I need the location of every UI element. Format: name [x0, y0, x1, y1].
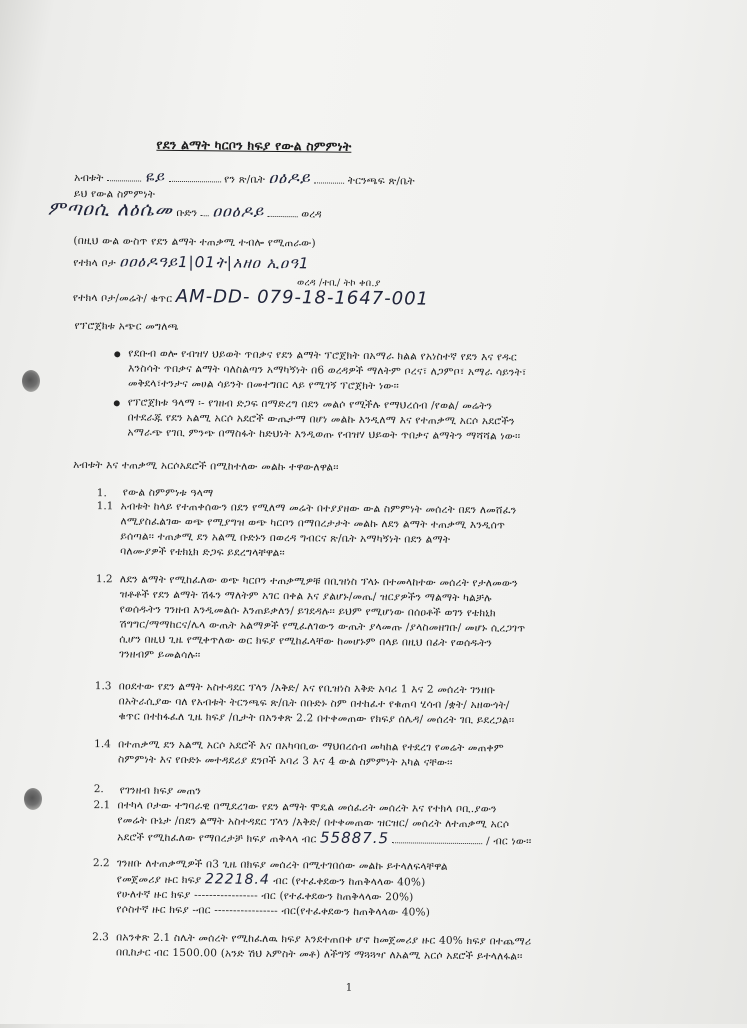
clause-1-1-line-1: አብቱት ከላይ የተጠቀሰውን በደን የሚለማ መሬት በተያያዘው ውል ስምምነት መሰረት በደን ለመሸፈን	[120, 500, 517, 517]
section-2-title: የገንዘብ ክፍያ መጠን	[119, 784, 202, 798]
site-line	[73, 252, 310, 273]
handwritten-group-name: ምጣዐሲ ለዕሴመ	[47, 197, 174, 221]
clause-1-2-line-5: ሲሆን በዚህ ጊዜ የሚቀጥለው ወር ክፍያ የሚከፈላቸው ከመሆኑም በላይ በዚህ በፊት የወሰዱትን	[119, 633, 493, 650]
handwritten-total-amount: 55887.5	[319, 828, 390, 848]
clause-1-1-line-2: ለሚያስፈልገው ወጭ የሚያግዝ ወጭ ካርቦን በማበረታታት መልኩ ለደን ልማት ተጠቃሚ እንዲሰጥ	[120, 515, 506, 532]
clause-2-2-number: 2.2	[92, 857, 110, 870]
first-installment-label: የመጀመሪያ ዙር ክፍያ	[116, 873, 202, 887]
clause-1-3-line-3: ቁጥር በተከፋፈለ ጊዜ ክፍያ /ቢታት በአንቀጽ 2.2 በተቀመጠው የክፍያ ሰሌዳ/ መሰረት ገቢ ይደረጋል፡፡	[118, 710, 515, 727]
clause-2-1-line-2: የመሬት ቡኔታ /በደን ልማት አስተዳደር ፕላን /እቅድ/ በተቀመጠው ዝርዝር/ መሰረት ለተጠቃሚ አርሶ	[117, 814, 510, 831]
bullet-2-line-1: የፕሮጀክቱ ዓላማ ፡- የገዘብ ድጋፍ በማድረግ በደን መልሶ የሚችሉ የማህረሰብ /የወል/ መሬትን	[127, 396, 493, 413]
clause-2-3-number: 2.3	[92, 931, 109, 944]
clause-1-2-line-4: ሽግግር/ማማከርና/ሌላ ውጤት አልማዎች የሚፈለገውን ውጤት ያላመጡ /ያላስመዘገቡ/ መሆኑ ሲረጋገጥ	[119, 618, 526, 635]
clause-1-2-line-6: ገንዘብም ይመልሳሉ፡፡	[119, 648, 201, 662]
clause-1-2-line-3: የወሰዱትን ገንዘብ እንዲመልሱ እንጠይቃለን/ ይገደዳሉ፡፡ ይህም የሚሆነው በሰዐቶች ወገን የቴክኒክ	[119, 603, 496, 620]
clause-2-3-line-2: በቢከታር ብር 1500.00 (አንድ ሽህ አምስት መቶ) ለችግኝ ማጓጓዣ ለአልሚ አርሶ አደሮች ይተላለፋል፡፡	[115, 946, 523, 963]
bullet-2-line-3: አማራጭ የገቢ ምንጭ በማስፋት ከድህነት እንዲወጡ የብዝሃ ህይወት ጥበቃና ልማትን ማሻሻል ነው፡፡	[127, 426, 521, 443]
party-line-3: (በዚህ ውል ውስጥ የደን ልማት ተጠቃሚ ተብሎ የሚጠራው)	[73, 234, 316, 250]
party-line-2	[47, 197, 322, 222]
clause-1-3-number: 1.3	[94, 680, 112, 693]
clause-2-2-second: የሁለተኛ ዙር ክፍያ ----------------- ብር (የተፈቀደውን ከጠቅላላው 20%)	[116, 888, 414, 904]
clause-1-4-line-2: ስምምነት እና የቡድኑ መተዳደሪያ ደንቦች አባሪ 3 እና 4 ውል ስምምነት አካል ናቸው፡፡	[117, 753, 453, 769]
clause-2-2-lead: ገንዘቡ ለተጠቃሚዎች በ3 ጊዜ በክፍያ መሰረት በሚተገበሰው መልኩ ይተላለፍላቸዋል	[116, 857, 448, 873]
label-office: የን ጽ/ቤት	[224, 173, 266, 186]
project-summary-heading: የፕሮጀክቱ አጭር መግለጫ	[74, 319, 179, 333]
clause-1-1-line-3: ይሰጣል፡፡ ተጠቃሚ ደን አልሚ ቡድኑን በወረዳ ግብርና ጽ/ቤት አማካኝነት በደን ልማት	[120, 530, 451, 546]
clause-1-1-number: 1.1	[96, 500, 114, 513]
clause-2-1-number: 2.1	[93, 799, 111, 812]
handwritten-site-number: AM-DD- 079-18-1647-001	[175, 285, 430, 310]
handwritten-site: ዐዐዕዶዓይ1|01ት|አዘዐ ኢዐዓ1	[119, 252, 310, 273]
clause-1-2-line-2: ዝቶቶች የደን ልማት ሽፋን ማለትም አገር በቀል እና ያልሆኑ/መጤ/ ዝርያዎችን ማልማት ካልቻሉ	[119, 588, 492, 605]
document-title: የደን ልማት ካርቦን ክፍያ የውል ስምምነት	[156, 136, 352, 154]
label-group: ቡድን	[176, 206, 198, 220]
bullet-2	[114, 400, 120, 406]
clause-2-1-line-3	[117, 829, 531, 848]
clause-2-2-first	[117, 872, 426, 889]
clause-1-3-line-2: በአትራሲያው ባለ የአብቱት ትርንጫፍ ጽ/ቤት በቡድኑ ስም በተከፈተ የቁጠባ ሂሳብ /ቋት/ አዘውጎት/	[118, 695, 510, 712]
label-issuer: አብቱት	[74, 171, 104, 185]
bullet-1-line-2: እንስሳት ጥበቃና ልማት ባለስልጣን አማካኝነት በ6 ወረዳዎች ማለትም ቦረና፣ ለጋምቦ፣ አማራ ሳይንት፣	[128, 362, 527, 379]
intro-line: አብቱት እና ተጠቃሚ አርሶአደሮች በሚከተለው መልኩ ተዋውለዋል፡፡	[73, 458, 339, 474]
party-line-1	[74, 169, 415, 189]
section-2-number: 2.	[93, 783, 104, 796]
handwritten-first-installment: 22218.4	[204, 871, 270, 888]
first-installment-tail: ብር (የተፈቀደውን ከጠቅላላው 40%)	[273, 874, 426, 889]
label-branch-office: ትርንጫፍ ጽ/ቤት	[347, 174, 415, 188]
bullet-2-line-2: በተደራጁ የደን አልሚ አርሶ አደሮች ውጤታማ በሆነ መልኩ እንዲለማ እና የተጠቃሚ አርሶ አደሮችን	[127, 411, 515, 428]
clause-1-2-number: 1.2	[95, 573, 113, 586]
clause-2-1-line-1: በተካላ ቦታው ተግባራዊ በሚደረገው የደን ልማት ሞዴል መሰፈሪት መሰረት እና የተክላ ቦቢ.ያውን	[117, 799, 497, 816]
clause-1-3-line-1: በዐደተው የደን ልማት አስተዳደር ፕላን /እቅድ/ እና የቢዝነስ እቅድ አባሪ 1 እና 2 መሰረት ገንዘቡ	[118, 680, 496, 697]
clause-1-4-number: 1.4	[94, 738, 111, 751]
site-number-line	[72, 285, 430, 310]
section-1-number: 1.	[96, 487, 107, 500]
label-woreda: ወረዳ	[301, 208, 322, 221]
party-line-1b: ይህ የውል ስምምነት	[73, 187, 156, 201]
handwritten-woreda: ዐዐዕዶይ	[212, 201, 265, 221]
handwritten-office: ዐዕዶይ	[268, 167, 311, 188]
handwritten-zone: ዬይ	[144, 167, 166, 186]
page-number: 1	[345, 981, 353, 994]
clause-1-2-line-1: ለደን ልማት የሚከፈለው ወጭ ካርቦን ተጠቃሚዎቹ በቢዝነስ ፕላኑ በተመላከተው መሰረት የታለመውን	[119, 573, 518, 590]
clause-2-1-tail: / ብር ነው፡፡	[486, 835, 532, 848]
site-sub-label: ወረዳ /ተቢ/ ትኮ ቀበ.ያ	[296, 277, 381, 290]
clause-2-1-line-3-text: አደሮች የሚከፈለው የማበረታቻ ክፍያ ጠቅላላ ብር	[117, 831, 317, 846]
section-1-title: የውል ስምምነቱ ዓላማ	[122, 486, 214, 500]
label-site: የተክላ ቦታ	[73, 256, 116, 270]
clause-2-3-line-1: በአንቀጽ 2.1 ስሌት መሰረት የሚከፈለዉ ክፍያ እንደተጠበቀ ሆኖ ከመጀመሪያ ዙር 40% ክፍያ በተጨማሪ	[116, 931, 532, 948]
bullet-1-line-3: መቅደላ፣ተንታና መሀል ሳይንት በመተግበር ላይ የሚገኝ ፕሮጀክት ነው፡፡	[127, 377, 400, 393]
clause-1-4-line-1: በተጠቃሚ ደን አልሚ አርሶ አደሮች እና በአካባቢው ማህበረሰብ መካከል የተደረገ የመሬት መጠቀም	[118, 738, 504, 755]
bullet-1	[114, 351, 120, 357]
bullet-1-line-1: የደቡብ ወሎ የብዝሃ ህይወት ጥበቃና የደን ልማት ፕሮጀክት በአማራ ክልል የአነስተኛ የደን እና የዱር	[128, 347, 518, 364]
label-site-number: የተክላ ቦታ/መሬት/ ቁጥር	[72, 291, 173, 305]
clause-2-2-third: የሶስተኛ ዙር ክፍያ -ብር ----------------- ብር(የተፈቀደውን ከጠቅላላው 40%)	[116, 903, 431, 919]
clause-1-1-line-4: ባለሙያዎች የቴክኒክ ድጋፍ ይደረግላቸዋል፡፡	[120, 545, 285, 560]
